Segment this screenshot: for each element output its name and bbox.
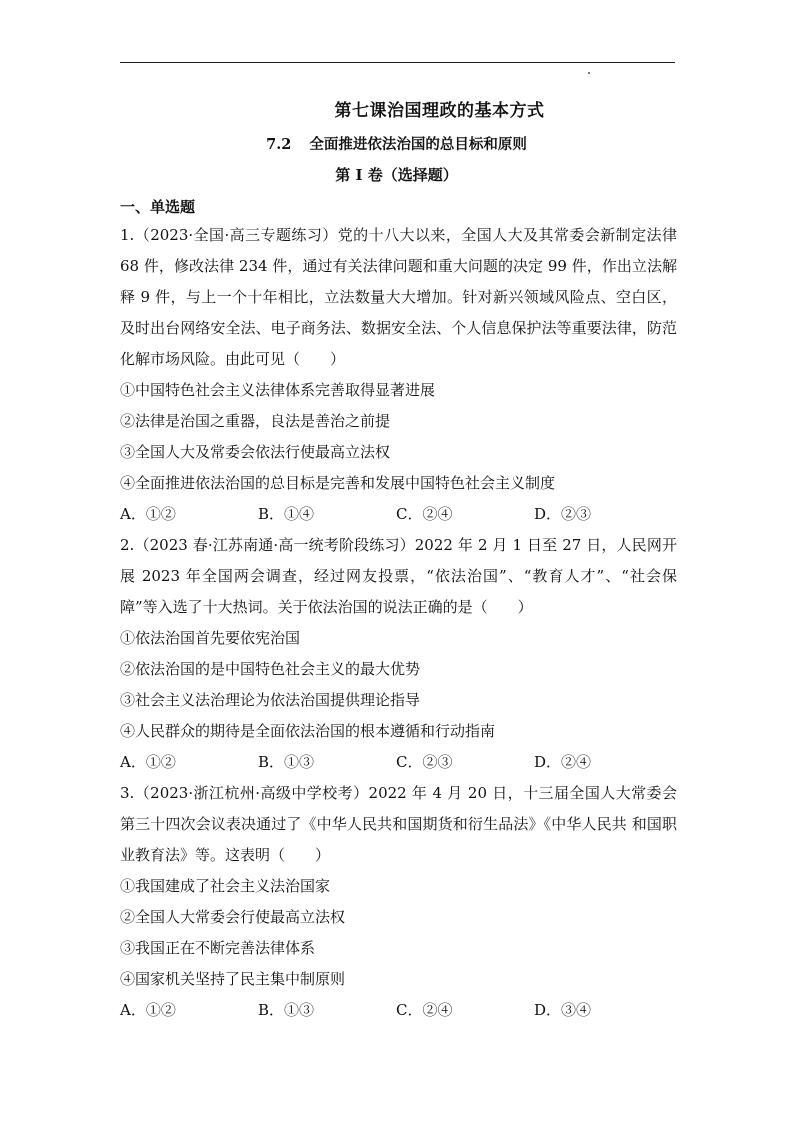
header-dot	[588, 72, 590, 74]
choice-a[interactable]: A．①②	[120, 1001, 176, 1019]
answer-choices	[120, 995, 677, 1026]
header-rule	[120, 62, 675, 63]
choice-b[interactable]: B．①③	[258, 753, 315, 771]
question-stem: 1.（2023·全国·高三专题练习）党的十八大以来，全国人大及其常委会新制定法律 68 件，修改法律 234 件，通过有关法律问题和重大问题的决定 99 件，作出立法解释 9 件，与上一个十年相比，立法数量大大增加。针对新兴领域风险点、空白区，及时出台网络安全法、电子商务法、数据安全法、个人信息保护法等重要法律，防范化解市场风险。由此可见（ ）	[120, 226, 677, 368]
statement-option: ③社会主义法治理论为依法治国提供理论指导	[120, 691, 421, 709]
statement-option: ①依法治国首先要依宪治国	[120, 629, 301, 647]
statement-option: ③我国正在不断完善法律体系	[120, 939, 316, 957]
choice-d[interactable]: D．③④	[534, 1001, 592, 1019]
answer-choices	[120, 499, 677, 530]
page-title: 第七课治国理政的基本方式	[334, 101, 545, 121]
question-1	[120, 220, 677, 530]
choice-b[interactable]: B．①③	[258, 1001, 315, 1019]
choice-c[interactable]: C．②④	[396, 1001, 453, 1019]
lesson-number: 7.2	[266, 136, 292, 153]
statement-option: ④人民群众的期待是全面依法治国的根本遵循和行动指南	[120, 722, 496, 740]
volume-heading: 第 I 卷（选择题）	[335, 166, 458, 184]
choice-c[interactable]: C．②④	[396, 505, 453, 523]
question-stem: 2.（2023 春·江苏南通·高一统考阶段练习）2022 年 2 月 1 日至 27 日，人民网开展 2023 年全国两会调查，经过网友投票，“依法治国”、“教育人才”、“社会保障”等入选了十大热词。关于依法治国的说法正确的是（ ）	[120, 536, 677, 616]
statement-option: ④国家机关坚持了民主集中制原则	[120, 970, 346, 988]
statement-option: ④全面推进依法治国的总目标是完善和发展中国特色社会主义制度	[120, 474, 556, 492]
choice-d[interactable]: D．②④	[534, 753, 592, 771]
question-stem: 3.（2023·浙江杭州·高级中学校考）2022 年 4 月 20 日，十三届全国人大常委会第三十四次会议表决通过了《中华人民共和国期货和衍生品法》《中华人民共 和国职业教育法》等。这表明（ ）	[120, 784, 677, 864]
question-list	[120, 220, 677, 1026]
statement-option: ①我国建成了社会主义法治国家	[120, 877, 331, 895]
choice-d[interactable]: D．②③	[534, 505, 592, 523]
choice-a[interactable]: A．①②	[120, 505, 176, 523]
answer-choices	[120, 747, 677, 778]
statement-option: ②全国人大常委会行使最高立法权	[120, 908, 346, 926]
choice-a[interactable]: A．①②	[120, 753, 176, 771]
statement-option: ①中国特色社会主义法律体系完善取得显著进展	[120, 381, 436, 399]
choice-b[interactable]: B．①④	[258, 505, 315, 523]
statement-option: ③全国人大及常委会依法行使最高立法权	[120, 443, 391, 461]
statement-option: ②依法治国的是中国特色社会主义的最大优势	[120, 660, 421, 678]
question-2	[120, 530, 677, 778]
statement-option: ②法律是治国之重器，良法是善治之前提	[120, 412, 391, 430]
lesson-subtitle-text: 全面推进依法治国的总目标和原则	[309, 136, 527, 153]
section-heading: 一、单选题	[120, 198, 196, 216]
lesson-subtitle	[0, 133, 793, 154]
choice-c[interactable]: C．②③	[396, 753, 453, 771]
question-3	[120, 778, 677, 1026]
